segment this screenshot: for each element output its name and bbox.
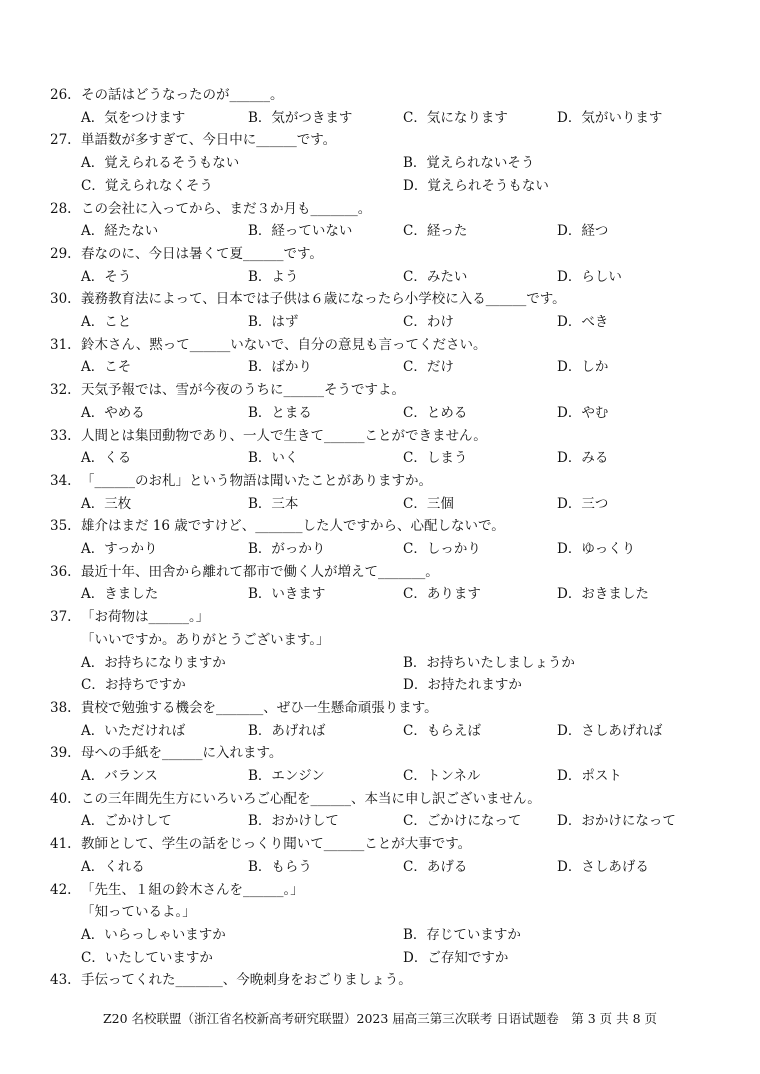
- answer-option: B．エンジン: [248, 768, 325, 784]
- question-stem: 教師として、学生の話をじっくり聞いて______ことが大事です。: [81, 836, 472, 853]
- question-number: 43.: [50, 972, 72, 989]
- answer-option: D．おかけになって: [557, 813, 676, 830]
- answer-option: A．いらっしゃいますか: [81, 926, 226, 943]
- answer-option: C．わけ: [403, 314, 454, 330]
- answer-option: A．こと: [81, 314, 132, 330]
- question-number: 30.: [50, 291, 72, 308]
- question-35-stem-line: [0, 515, 760, 537]
- question-37-options-line: [0, 652, 760, 674]
- answer-option: A．そう: [81, 268, 132, 285]
- question-41-options-line: [0, 856, 760, 878]
- answer-option: A．お持ちになりますか: [81, 654, 226, 671]
- question-number: 33.: [50, 427, 72, 444]
- question-30-stem-line: [0, 288, 760, 310]
- question-number: 36.: [50, 563, 72, 580]
- answer-option: B．存じていますか: [403, 926, 521, 943]
- answer-option: A．バランス: [81, 768, 158, 784]
- question-30-options-line: [0, 311, 760, 333]
- answer-option: D．さしあげれば: [557, 722, 663, 739]
- question-28-stem-line: [0, 198, 760, 220]
- answer-option: A．三枚: [81, 495, 132, 512]
- question-number: 37.: [50, 609, 72, 626]
- question-31-options-line: [0, 356, 760, 378]
- question-stem: 単語数が多すぎて、今日中に______です。: [81, 132, 337, 149]
- question-37-stem-line: [0, 606, 760, 628]
- question-40-options-line: [0, 810, 760, 832]
- answer-option: D．ご存知ですか: [403, 949, 509, 966]
- question-41-stem-line: [0, 833, 760, 855]
- page-footer: Z20 名校联盟（浙江省名校新高考研究联盟）2023 届高三第三次联考 日语试题卷 第 3 页 共 8 页: [102, 1011, 658, 1026]
- answer-option: C．あります: [403, 586, 481, 603]
- answer-option: C．みたい: [403, 268, 468, 285]
- question-stem: その話はどうなったのが______。: [81, 87, 284, 103]
- answer-option: C．覚えられなくそう: [81, 177, 213, 194]
- answer-option: B．お持ちいたしましょうか: [403, 654, 575, 671]
- answer-option: A．きました: [81, 586, 159, 603]
- question-stem: 手伝ってくれた_______、今晩刺身をおごりましょう。: [81, 972, 412, 989]
- answer-option: B．おかけして: [248, 813, 339, 830]
- answer-option: B．はず: [248, 314, 299, 330]
- answer-option: D．お持たれますか: [403, 677, 522, 694]
- question-38-options-line: [0, 720, 760, 742]
- question-number: 26.: [50, 87, 72, 103]
- answer-option: B．よう: [248, 268, 299, 285]
- question-42-stem-line: [0, 879, 760, 901]
- question-39-options-line: [0, 765, 760, 787]
- question-33-stem-line: [0, 425, 760, 447]
- question-42-options-line: [0, 947, 760, 969]
- question-43-stem-line: [0, 969, 760, 991]
- answer-option: B．三本: [248, 495, 299, 512]
- question-number: 32.: [50, 382, 72, 399]
- answer-option: B．ばかり: [248, 359, 312, 376]
- answer-option: D．べき: [557, 314, 609, 330]
- question-42-dialogue-line: [0, 901, 760, 923]
- answer-option: D．おきました: [557, 586, 649, 603]
- question-27-options-line: [0, 175, 760, 197]
- answer-option: D．さしあげる: [557, 858, 649, 875]
- question-stem: 雄介はまだ 16 歳ですけど、_______した人ですから、心配しないで。: [81, 518, 505, 535]
- question-26-options-line: [0, 107, 760, 129]
- question-stem: 人間とは集団動物であり、一人で生きて______ことができません。: [81, 427, 487, 444]
- answer-option: C．気になります: [403, 109, 508, 126]
- answer-option: B．もらう: [248, 858, 312, 875]
- question-number: 28.: [50, 200, 72, 217]
- answer-option: B．いく: [248, 450, 299, 467]
- answer-option: A．覚えられるそうもない: [81, 155, 240, 172]
- question-stem: 「先生、１組の鈴木さんを______。」: [81, 881, 304, 898]
- question-27-options-line: [0, 152, 760, 174]
- question-stem: 最近十年、田舎から離れて都市で働く人が増えて_______。: [81, 563, 439, 580]
- answer-option: B．経っていない: [248, 223, 353, 240]
- question-34-stem-line: [0, 470, 760, 492]
- answer-option: B．覚えられないそう: [403, 155, 535, 172]
- answer-option: A．くれる: [81, 858, 145, 875]
- question-40-stem-line: [0, 788, 760, 810]
- answer-option: B．がっかり: [248, 541, 326, 557]
- question-31-stem-line: [0, 334, 760, 356]
- question-32-stem-line: [0, 379, 760, 401]
- answer-option: B．とまる: [248, 404, 312, 421]
- question-stem-reply: 「いいですか。ありがとうございます。」: [81, 631, 330, 648]
- question-number: 39.: [50, 745, 72, 762]
- answer-option: D．経つ: [557, 223, 609, 240]
- answer-option: A．くる: [81, 450, 132, 467]
- question-33-options-line: [0, 447, 760, 469]
- answer-option: D．ポスト: [557, 768, 622, 784]
- question-26-stem-line: [0, 84, 760, 106]
- answer-option: C．三個: [403, 495, 454, 512]
- question-number: 34.: [50, 472, 72, 489]
- answer-option: D．らしい: [557, 268, 622, 285]
- answer-option: C．経った: [403, 223, 468, 240]
- question-29-stem-line: [0, 243, 760, 265]
- question-37-options-line: [0, 674, 760, 696]
- answer-option: B．あげれば: [248, 722, 326, 739]
- question-stem: 「お荷物は______。」: [81, 609, 210, 626]
- answer-option: A．経たない: [81, 223, 159, 240]
- question-stem: 鈴木さん、黙って______いないで、自分の意見も言ってください。: [81, 336, 487, 353]
- answer-option: A．ごかけして: [81, 813, 172, 830]
- answer-option: C．あげる: [403, 858, 468, 875]
- question-stem-reply: 「知っているよ。」: [81, 904, 196, 921]
- question-37-dialogue-line: [0, 629, 760, 651]
- question-stem: この三年間先生方にいろいろご心配を______、本当に申し訳ございません。: [81, 790, 541, 807]
- answer-option: B．気がつきます: [248, 109, 353, 126]
- answer-option: D．覚えられそうもない: [403, 177, 549, 194]
- question-38-stem-line: [0, 697, 760, 719]
- question-stem: 春なのに、今日は暑くて夏______です。: [81, 245, 323, 262]
- answer-option: A．気をつけます: [81, 109, 186, 126]
- question-number: 27.: [50, 132, 72, 149]
- answer-option: C．とめる: [403, 404, 468, 421]
- answer-option: D．三つ: [557, 495, 609, 512]
- answer-option: B．いきます: [248, 586, 326, 603]
- question-42-options-line: [0, 924, 760, 946]
- question-number: 31.: [50, 336, 72, 353]
- answer-option: D．やむ: [557, 404, 609, 421]
- answer-option: C．トンネル: [403, 768, 481, 784]
- question-stem: 貴校で勉強する機会を_______、ぜひ一生懸命頑張ります。: [81, 699, 438, 716]
- question-36-stem-line: [0, 561, 760, 583]
- question-32-options-line: [0, 402, 760, 424]
- answer-option: C．お持ちですか: [81, 677, 186, 694]
- question-number: 29.: [50, 245, 72, 262]
- answer-option: D．しか: [557, 359, 609, 376]
- question-number: 40.: [50, 790, 72, 807]
- answer-option: A．いただければ: [81, 722, 186, 739]
- answer-option: D．気がいります: [557, 109, 663, 126]
- question-34-options-line: [0, 493, 760, 515]
- question-stem: 母への手紙を______に入れます。: [81, 745, 283, 762]
- question-stem: この会社に入ってから、まだ３か月も_______。: [81, 200, 372, 217]
- answer-option: C．しっかり: [403, 541, 481, 557]
- question-stem: 義務教育法によって、日本では子供は６歳になったら小学校に入る______です。: [81, 291, 566, 308]
- question-number: 35.: [50, 518, 72, 535]
- question-39-stem-line: [0, 742, 760, 764]
- question-28-options-line: [0, 220, 760, 242]
- answer-option: A．やめる: [81, 404, 145, 421]
- answer-option: A．すっかり: [81, 541, 158, 557]
- answer-option: C．しまう: [403, 450, 468, 467]
- answer-option: C．ごかけになって: [403, 813, 522, 830]
- answer-option: C．いたしていますか: [81, 949, 213, 966]
- question-number: 38.: [50, 699, 72, 716]
- question-stem: 「______のお札」という物語は聞いたことがありますか。: [81, 472, 432, 489]
- question-stem: 天気予報では、雪が今夜のうちに______そうですよ。: [81, 382, 405, 399]
- answer-option: C．もらえば: [403, 722, 481, 739]
- answer-option: D．みる: [557, 450, 609, 467]
- question-35-options-line: [0, 538, 760, 560]
- answer-option: D．ゆっくり: [557, 541, 636, 557]
- question-27-stem-line: [0, 129, 760, 151]
- answer-option: A．こそ: [81, 359, 132, 376]
- answer-option: C．だけ: [403, 359, 454, 376]
- question-number: 41.: [50, 836, 72, 853]
- question-36-options-line: [0, 583, 760, 605]
- question-number: 42.: [50, 881, 72, 898]
- question-29-options-line: [0, 266, 760, 288]
